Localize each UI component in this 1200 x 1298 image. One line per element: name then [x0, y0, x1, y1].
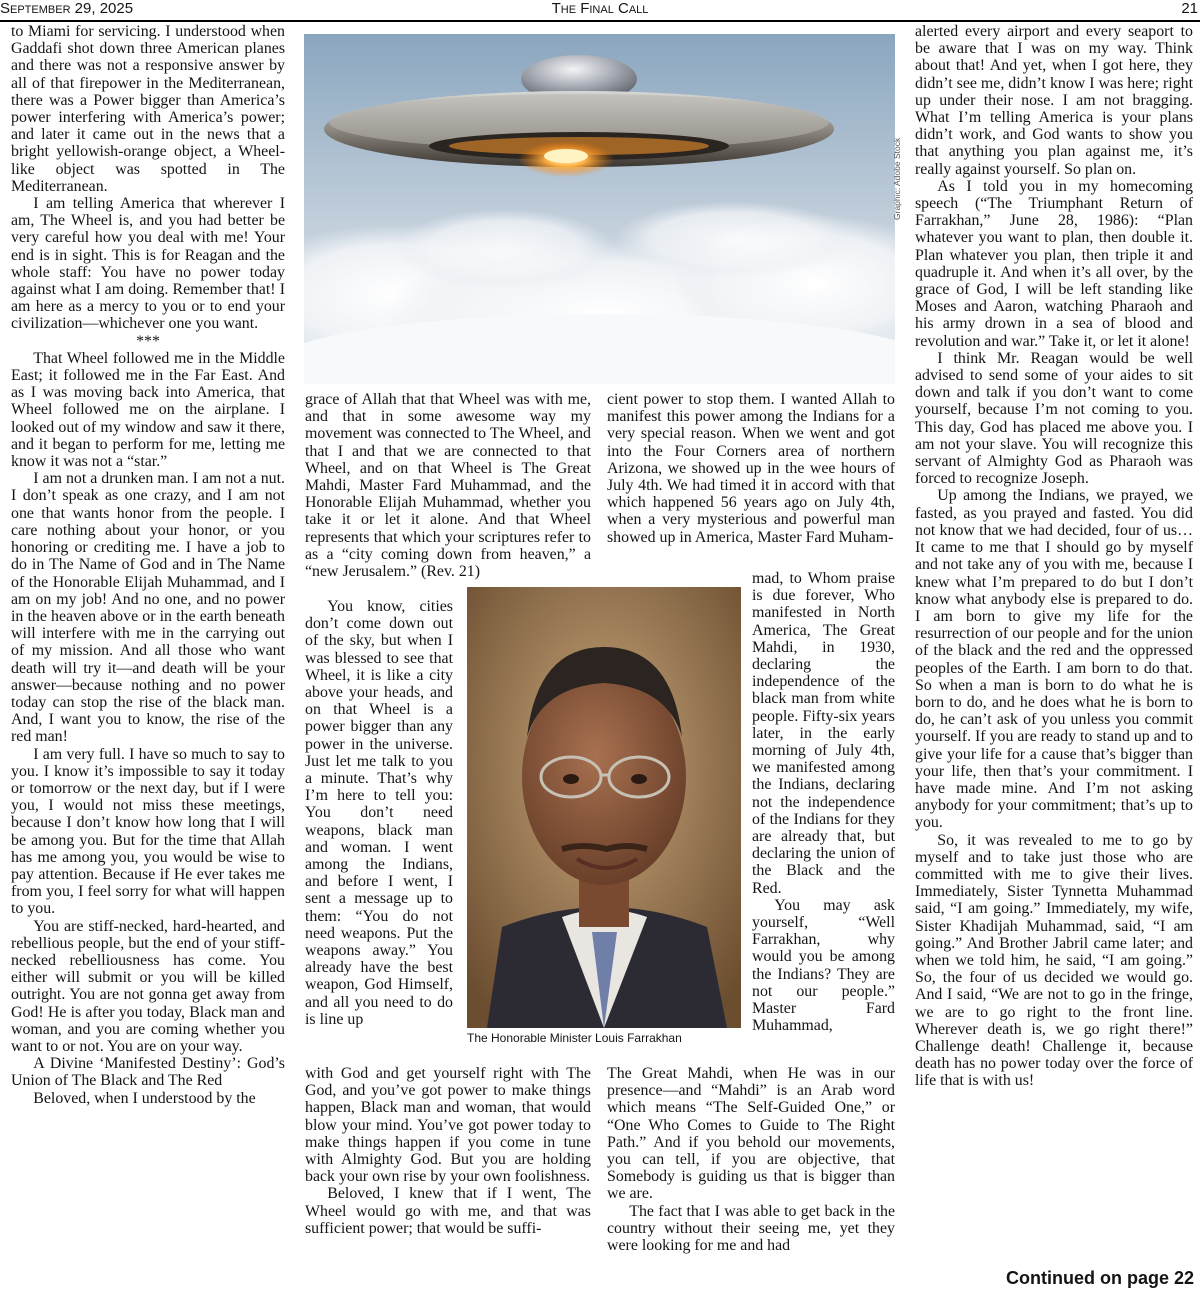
publication-name: The Final Call [551, 0, 649, 17]
article-column-2-top [305, 391, 591, 580]
subheading: A Divine ‘Manifested Destiny’: God’s Union of The Black and The Red [11, 1055, 285, 1090]
article-column-3-narrow [752, 570, 895, 1034]
continued-link[interactable]: Continued on page 22 [1005, 1268, 1194, 1288]
page-number: 21 [1181, 0, 1198, 17]
paragraph: mad, to Whom praise is due forever, Who manifested in North America, The Great Mahdi, in 1930, declaring the independence of the black man from white people. Fifty-six years later, in the early morning of July 4th, we manifested among the Indians, declaring not the independence of the Indians for they are already that, but declaring the union of the Black and the Red. [752, 570, 895, 897]
paragraph: I am very full. I have so much to say to you. I know it’s impossible to say it today or tomorrow or the next day, but if I were you, I would not miss these meetings, because I don’t know how long that I will be among you. But for the time that Allah has me among you, you would be wise to pay attention. Because if He ever takes me from you, I feel sorry for what will happen to you. [11, 745, 285, 918]
paragraph: with God and get yourself right with The God, and you’ve got power to make things happen, Black man and woman, that would blow your mind. You’ve got power today to make things happen if you come in tune with Almighty God. But you are holding back your own rise by your own foolishness. [305, 1065, 591, 1186]
paragraph: grace of Allah that that Wheel was with me, and that in some awesome way my movement was connected to The Wheel, and that I and that we are connected to that Wheel, and on that Wheel is The Great Mahdi, Master Fard Muhammad, and the Honorable Elijah Muhammad, whether you take it or let it alone. And that Wheel represents that which your scriptures refer to as a “city coming down from heaven,” a “new Jerusalem.” (Rev. 21) [305, 391, 591, 581]
paragraph: to Miami for servicing. I understood when Gaddafi shot down three American planes and there was not a responsive answer by all of that firepower in the Mediterranean, there was a Power bigger than America’s power interfering with America’s power; and later it came out in the news that a bright yellowish-orange object, a Wheel-like object was spotted in The Mediterranean. [11, 23, 285, 195]
paragraph: The fact that I was able to get back in the country without their seeing me, yet they were looking for me and had [607, 1202, 895, 1255]
paragraph: Beloved, I knew that if I went, The Wheel would go with me, and that was sufficient power; that would be suffi- [305, 1185, 591, 1237]
issue-date: September 29, 2025 [0, 0, 134, 17]
paragraph: You are stiff-necked, hard-hearted, and rebellious people, but the end of your stiff-necked rebelliousness has come. You either will submit or you will be killed outright. You are not gonna get away from God! He is after you today, Black man and woman, and you are coming whether you want to or not. You are on your way. [11, 917, 285, 1055]
portrait-image [467, 587, 741, 1028]
ufo-image [304, 34, 895, 384]
page-header [0, 0, 1200, 22]
article-column-1 [11, 23, 285, 1107]
paragraph: You know, cities don’t come down out of the sky, but when I was blessed to see that Wheel, it is like a city above your heads, and on that Wheel is a power bigger than any power in the universe. Just let me talk to you a minute. That’s why I’m here to tell you: You don’t need weapons, black man and woman. I went among the Indians, and before I went, I sent a message up to them: “You do not need weapons. Put the weapons away.” You already have the best weapon, God Himself, and all you need to do is line up [305, 598, 453, 1028]
paragraph: So, it was revealed to me to go by myself and to take just those who are committed with me to give their lives. Immediately, Sister Tynnetta Muhammad said, “I am going.” Immediately, my wife, Sister Khadijah Muhammad, said, “I am going.” And Brother Jabril came later; and when we told him, he said, “I am going.” So, the four of us decided we would go. And I said, “We are not to go in the fringe, we are to go right to the front line. Wherever death is, we go right there!” Challenge death! Challenge it, because death has no power today over the force of life that is with us! [915, 831, 1193, 1090]
paragraph: Up among the Indians, we prayed, we fasted, as you prayed and fasted. You did not know that we had decided, four of us… It came to me that I should go by myself and not take any of you with me, because I knew what I’m prepared to do but I don’t know what anybody else is prepared to do. I am born to give my life for the resurrection of our people and for the union of the black and the red and the oppressed peoples of the Earth. I am born to do that. So when a man is born to do what he is born to do, and he does what he is born to do, he can’t ask of you unless you commit yourself. If you are ready to stand up and to give your life for a cause that’s bigger than your life, then that’s your commitment. I have made mine. And I’m not asking anybody for your commitment; that’s up to you. [915, 487, 1194, 832]
paragraph: That Wheel followed me in the Middle East; it followed me in the Far East. And as I was moving back into America, that Wheel followed me on the airplane. I looked out of my window and saw it there, and it began to perform for me, letting me know it was not a “star.” [11, 349, 285, 471]
photo-credit: Graphic: Adobe Stock [892, 137, 902, 220]
ufo-photo [304, 34, 895, 384]
article-column-3-top [607, 391, 895, 546]
article-column-2-narrow [305, 598, 453, 1028]
paragraph: You may ask yourself, “Well Farrakhan, why would you be among the Indians? They are not our people.” Master Fard Muhammad, [752, 896, 895, 1035]
paragraph: The Great Mahdi, when He was in our presence—and “Mahdi” is an Arab word which means “The Self-Guided One,” or “One Who Comes to Guide to The Right Path.” And if you behold our movements, you can tell, if you are objective, that Somebody is guiding us that is bigger than we are. [607, 1065, 895, 1203]
paragraph: As I told you in my homecoming speech (“The Triumphant Return of Farrakhan,” June 28, 1986): “Plan whatever you want to plan, then double it. Plan whatever you plan, then triple it and quadruple it. And when it’s all over, by the grace of God, I will be left standing like Moses and Aaron, watching Pharaoh and his army drown in a sea of blood and revolution and war.” Take it, or let it alone! [915, 177, 1193, 350]
paragraph: I am telling America that wherever I am, The Wheel is, and you had better be very careful how you deal with me! Your end is in sight. This is for Reagan and the whole staff: You have no power today against what I am doing. Remember that! I am here as a mercy to you or to end your civilization—whichever one you want. [11, 195, 285, 333]
paragraph: alerted every airport and every seaport to be aware that I was on my way. Think about that! And yet, when I got here, they didn’t see me, didn’t know I was here; right up under their nose. I am not bragging. What I’m telling America is your plans didn’t work, and God wants to show you that anything you plan against me, it’s really against yourself. So plan on. [915, 23, 1193, 178]
paragraph: Beloved, when I understood by the [33, 1089, 256, 1107]
paragraph: cient power to stop them. I wanted Allah to manifest this power among the Indians for a very special reason. When we went and got into the Four Corners area of northern Arizona, we showed up in the wee hours of July 4th. We had timed it in accord with that which happened 56 years ago on July 4th, when a very mysterious and powerful man showed up in America, Master Fard Muham- [607, 391, 895, 546]
portrait-caption: The Honorable Minister Louis Farrakhan [467, 1031, 682, 1045]
article-column-2-bottom [305, 1065, 591, 1237]
paragraph: I think Mr. Reagan would be well advised to send some of your aides to sit down and talk if you don’t want to come yourself, because I’m not coming to you. This day, God has placed me above you. I am not your slave. You will recognize this servant of Almighty God as Pharaoh was forced to recognize Joseph. [915, 349, 1193, 488]
portrait-photo [467, 587, 741, 1028]
article-column-3-bottom [607, 1065, 895, 1254]
section-break: *** [136, 332, 160, 350]
paragraph: I am not a drunken man. I am not a nut. I don’t speak as one crazy, and I am not one that wants honor from the people. I care nothing about your honor, or you honoring or crediting me. I have a job to do in The Name of God and in The Name of the Honorable Elijah Muhammad, and I am on my job! And no one, and no power in the heaven above or in the earth beneath will interfere with me in the carrying out of my mission. And all those who want death will try it—and death will be your answer—because nothing and no power today can stop the rise of the black man. And, I want you to know, the rise of the red man! [11, 470, 285, 746]
article-column-4 [915, 23, 1193, 1090]
